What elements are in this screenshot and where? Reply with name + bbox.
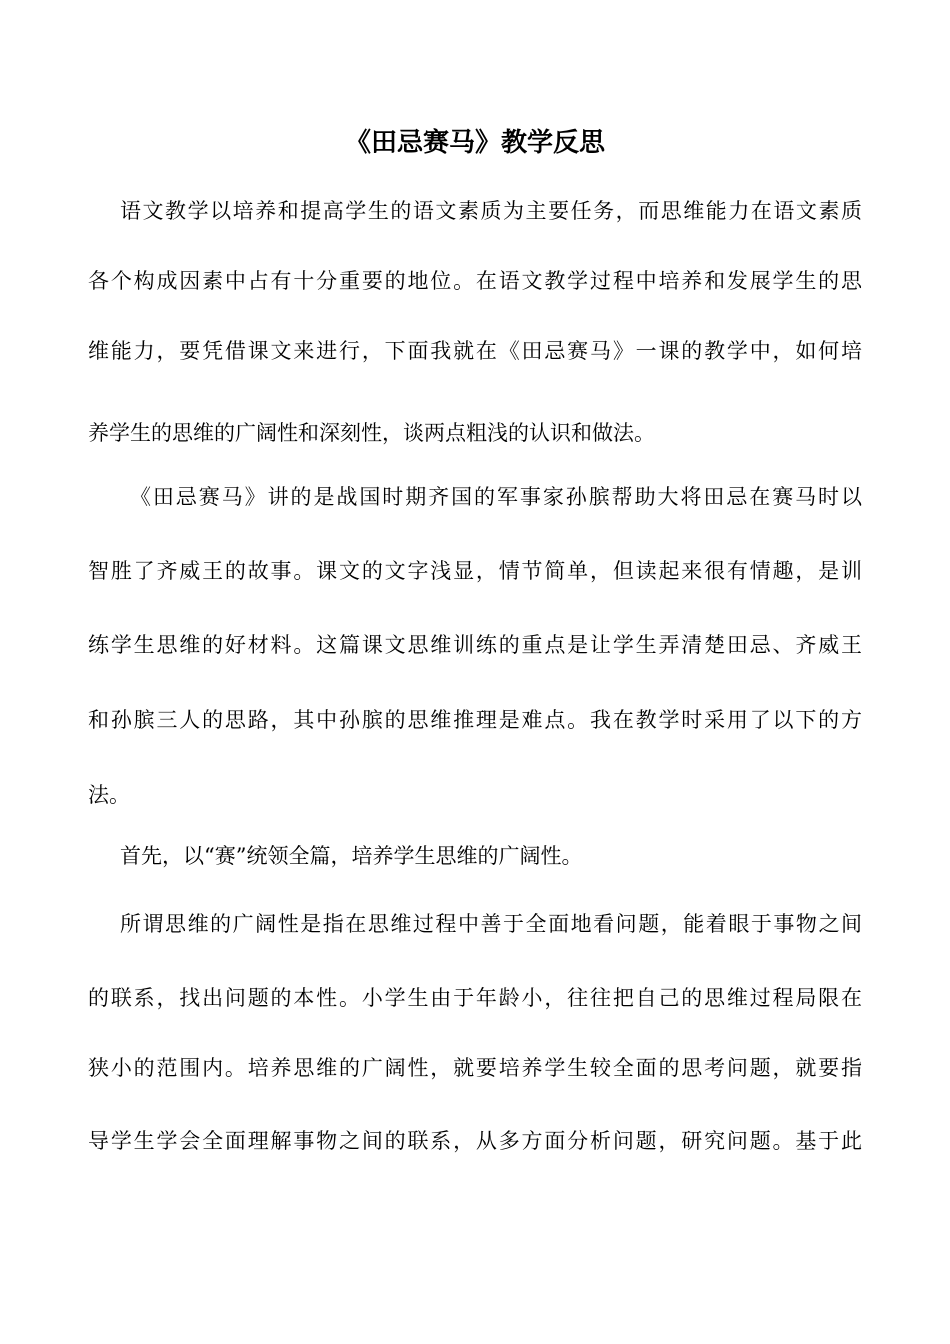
- paragraph-line: 法。: [88, 783, 130, 807]
- paragraph-line: 维能力，要凭借课文来进行，下面我就在《田忌赛马》一课的教学中，如何培: [88, 339, 862, 363]
- paragraph-line: 狭小的范围内。培养思维的广阔性，就要培养学生较全面的思考问题，就要指: [88, 1056, 862, 1080]
- paragraph-line: 练学生思维的好材料。这篇课文思维训练的重点是让学生弄清楚田忌、齐威王: [88, 633, 862, 657]
- document-title: 《田忌赛马》教学反思: [344, 128, 605, 158]
- paragraph-line: 各个构成因素中占有十分重要的地位。在语文教学过程中培养和发展学生的思: [88, 269, 862, 293]
- paragraph-line: 语文教学以培养和提高学生的语文素质为主要任务，而思维能力在语文素质: [120, 199, 862, 223]
- paragraph-line: 智胜了齐威王的故事。课文的文字浅显，情节简单，但读起来很有情趣，是训: [88, 559, 862, 583]
- paragraph-line: 和孙膑三人的思路，其中孙膑的思维推理是难点。我在教学时采用了以下的方: [88, 708, 862, 732]
- paragraph-line: 《田忌赛马》讲的是战国时期齐国的军事家孙膑帮助大将田忌在赛马时以: [130, 485, 862, 509]
- paragraph-line: 所谓思维的广阔性是指在思维过程中善于全面地看问题，能着眼于事物之间: [120, 912, 862, 936]
- paragraph-line: 首先，以“赛”统领全篇，培养学生思维的广阔性。: [120, 844, 583, 868]
- paragraph-line: 养学生的思维的广阔性和深刻性，谈两点粗浅的认识和做法。: [88, 421, 655, 445]
- paragraph-line: 导学生学会全面理解事物之间的联系，从多方面分析问题，研究问题。基于此: [88, 1129, 862, 1153]
- paragraph-line: 的联系，找出问题的本性。小学生由于年龄小，往往把自己的思维过程局限在: [88, 986, 862, 1010]
